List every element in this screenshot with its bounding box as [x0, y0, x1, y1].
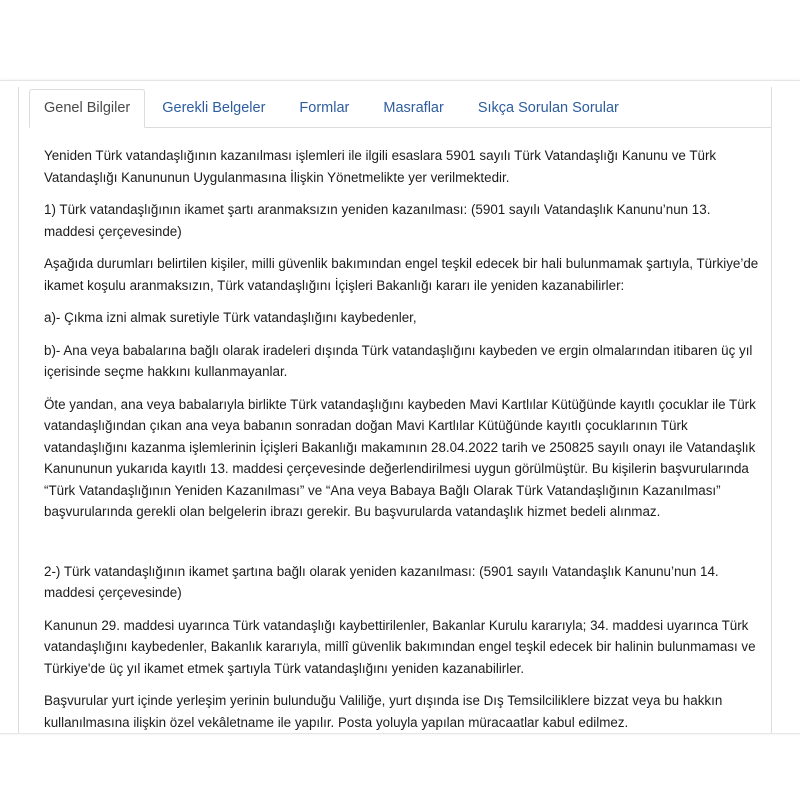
tab-masraflar[interactable]: Masraflar — [383, 100, 444, 116]
tab-gerekli-belgeler[interactable]: Gerekli Belgeler — [162, 100, 266, 116]
intro-paragraph: Yeniden Türk vatandaşlığının kazanılması işlemleri ile ilgili esaslara 5901 sayılı Türk Vatandaşlığı Kanunu ve Türk Vatandaşlığı Kanununun Uygulanmasına İlişkin Yönetmelikte yer verilmektedir. — [44, 148, 717, 185]
page-container — [0, 80, 800, 734]
tab-sikca-sorulan-sorular[interactable]: Sıkça Sorulan Sorular — [477, 100, 619, 116]
tab-content — [44, 145, 764, 744]
content-panel — [18, 87, 772, 733]
section-2-body: Kanunun 29. maddesi uyarınca Türk vatandaşlığı kaybettirilenler, Bakanlar Kurulu kararıyla; 34. maddesi uyarınca Türk vatandaşlığını kaybedenler, Bakanlık kararıyla, millî güvenlik bakımından engel teşkil edecek bir halinin bulunmaması ve Türkiye'de üç yıl ikamet etmek şartıyla Türk vatandaşlığını yeniden kazanabilirler. — [44, 617, 756, 676]
section-1-note: Öte yandan, ana veya babalarıyla birlikte Türk vatandaşlığını kaybeden Mavi Kartlılar Kütüğünde kayıtlı çocuklar ile Türk vatandaşlığından çıkan ana veya babanın sonradan doğan Mavi Kartlılar Kütüğünde kayıtlı çocuklarının Türk vatandaşlığını kazanma işlemlerinin İçişleri Bakanlığı makamının 28.04.2022 tarih ve 250825 sayılı onayı ile Vatandaşlık Kanununun yukarıda kayıtlı 13. maddesi çerçevesinde değerlendirilmesi uygun görülmüştür. Bu kişilerin başvurularında “Türk Vatandaşlığının Yeniden Kazanılması” ve “Ana veya Babaya Bağlı Olarak Türk Vatandaşlığının Kazanılması” başvurularında gerekli olan belgelerin ibrazı gerekir. Bu başvurularda vatandaşlık hizmet bedeli alınmaz. — [44, 396, 756, 519]
section-1-item-a: a)- Çıkma izni almak suretiyle Türk vatandaşlığını kaybedenler, — [44, 310, 417, 325]
tab-genel-bilgiler[interactable]: Genel Bilgiler — [29, 89, 145, 128]
application-info: Başvurular yurt içinde yerleşim yerinin bulunduğu Valiliğe, yurt dışında ise Dış Temsilciliklere bizzat veya bu hakkın kullanılmasına ilişkin özel vekâletname ile yapılır. Posta yoluyla yapılan müracaatlar kabul edilmez. — [44, 693, 723, 730]
section-2-heading: 2-) Türk vatandaşlığının ikamet şartına bağlı olarak yeniden kazanılması: (5901 sayılı Vatandaşlık Kanunu’nun 14. maddesi çerçevesinde) — [44, 563, 719, 600]
tab-bar — [29, 89, 771, 128]
tab-formlar[interactable]: Formlar — [299, 100, 350, 116]
section-1-heading: 1) Türk vatandaşlığının ikamet şartı aranmaksızın yeniden kazanılması: (5901 sayılı Vatandaşlık Kanunu’nun 13. maddesi çerçevesinde) — [44, 202, 711, 239]
section-1-item-b: b)- Ana veya babalarına bağlı olarak iradeleri dışında Türk vatandaşlığını kaybeden ve ergin olmalarından itibaren üç yıl içerisinde seçme hakkını kullanmayanlar. — [44, 342, 753, 379]
section-1-intro: Aşağıda durumları belirtilen kişiler, milli güvenlik bakımından engel teşkil edecek bir hali bulunmamak şartıyla, Türkiye’de ikamet koşulu aranmaksızın, Türk vatandaşlığını İçişleri Bakanlığı kararı ile yeniden kazanabilirler: — [44, 256, 759, 293]
